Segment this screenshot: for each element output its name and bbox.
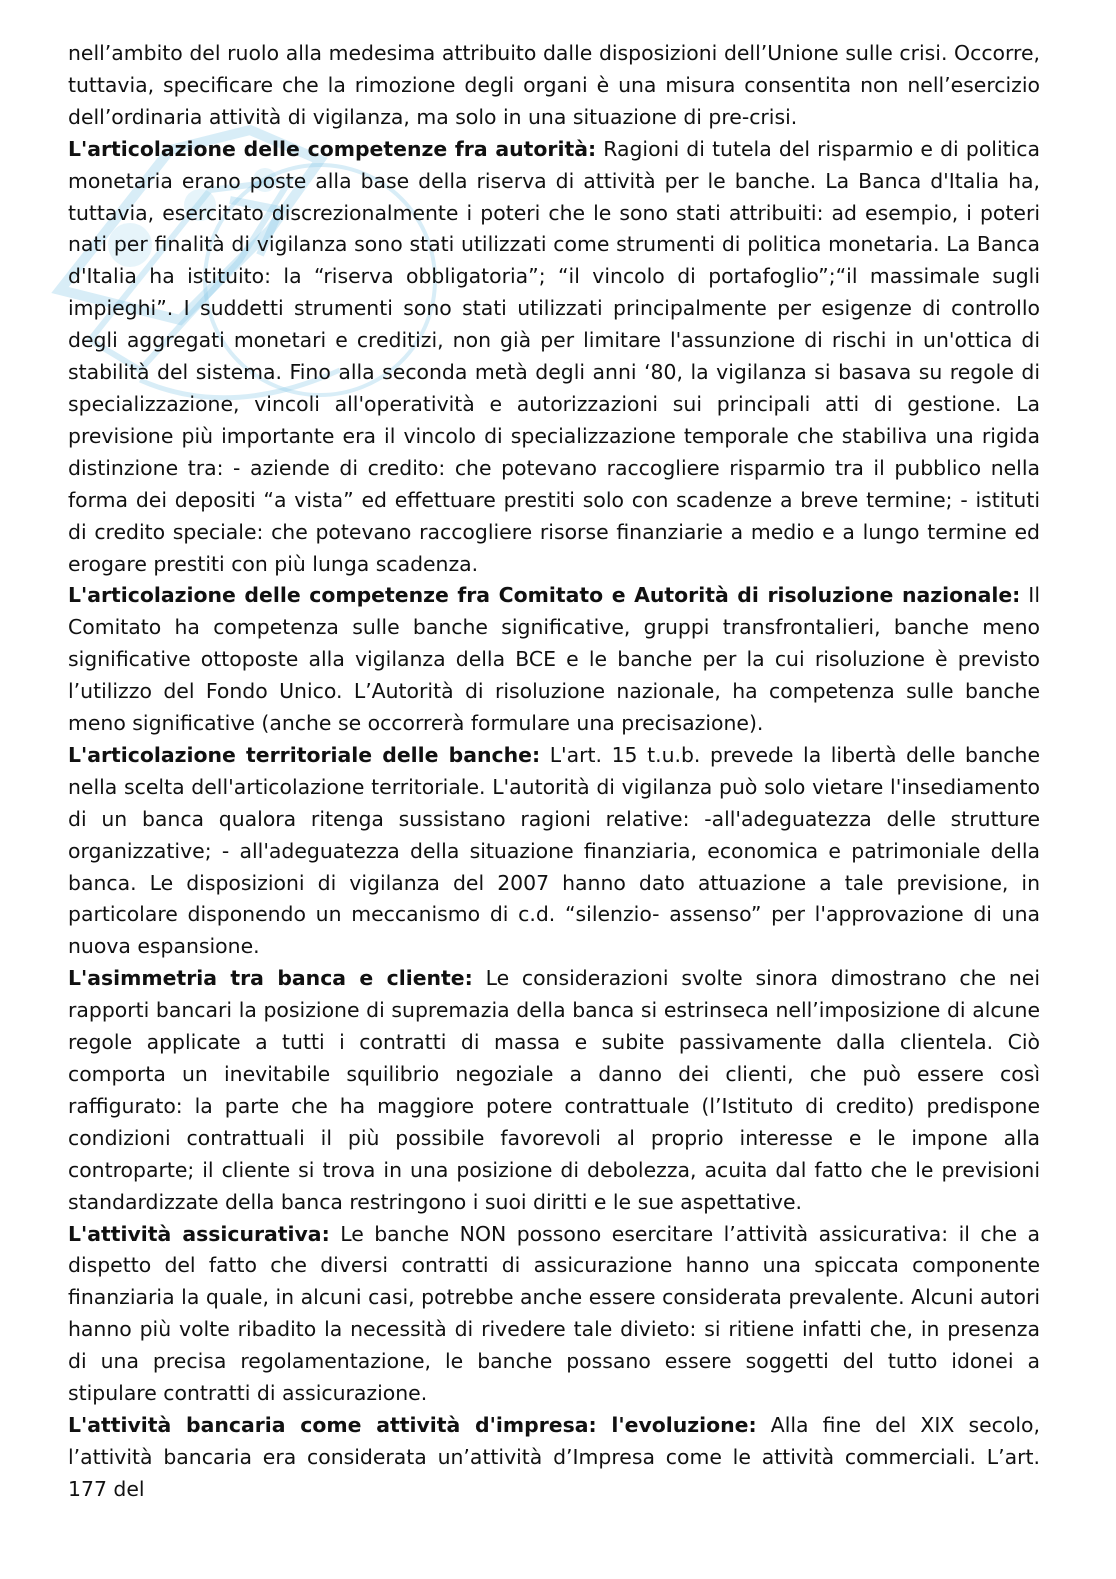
paragraph-heading: L'articolazione delle competenze fra Comitato e Autorità di risoluzione nazionale: [68, 583, 1021, 608]
paragraph-body: Il Comitato ha competenza sulle banche significative, gruppi transfrontalieri, banche meno significative ottoposte alla vigilanza della BCE e le banche per la cui risoluzione è previsto l’utilizzo del Fondo Unico. L’Autorità di risoluzione nazionale, ha competenza sulle banche meno significative (anche se occorrerà formulare una precisazione). [68, 583, 1040, 736]
paragraph-body: nell’ambito del ruolo alla medesima attribuito dalle disposizioni dell’Unione sulle crisi. Occorre, tuttavia, specificare che la rimozione degli organi è una misura consentita non nell’esercizio dell’ordinaria attività di vigilanza, ma solo in una situazione di pre-crisi. [68, 41, 1040, 129]
paragraph-articolazione-territoriale [68, 740, 1040, 963]
paragraph-articolazione-comitato [68, 580, 1040, 740]
paragraph-asimmetria [68, 963, 1040, 1218]
paragraph-body: Le banche NON possono esercitare l’attività assicurativa: il che a dispetto del fatto che diversi contratti di assicurazione hanno una spiccata componente finanziaria la quale, in alcuni casi, potrebbe anche essere considerata prevalente. Alcuni autori hanno più volte ribadito la necessità di rivedere tale divieto: si ritiene infatti che, in presenza di una precisa regolamentazione, le banche possano essere soggetti del tutto idonei a stipulare contratti di assicurazione. [68, 1221, 1040, 1406]
paragraph-heading: L'articolazione delle competenze fra autorità: [68, 136, 597, 161]
paragraph-body: L'art. 15 t.u.b. prevede la libertà delle banche nella scelta dell'articolazione territoriale. L'autorità di vigilanza può solo vietare l'insediamento di un banca qualora ritenga sussistano ragioni relative: -all'adeguatezza delle strutture organizzative; - all'adeguatezza della situazione finanziaria, economica e patrimoniale della banca. Le disposizioni di vigilanza del 2007 hanno dato attuazione a tale previsione, in particolare disponendo un meccanismo di c.d. “silenzio- assenso” per l'approvazione di una nuova espansione. [68, 742, 1040, 959]
paragraph-articolazione-autorita [68, 134, 1040, 581]
document-page [68, 38, 1040, 1506]
paragraph-intro-continuation [68, 38, 1040, 134]
paragraph-body: Ragioni di tutela del risparmio e di politica monetaria erano poste alla base della riserva di attività per le banche. La Banca d'Italia ha, tuttavia, esercitato discrezionalmente i poteri che le sono stati attribuiti: ad esempio, i poteri nati per finalità di vigilanza sono stati utilizzati come strumenti di politica monetaria. La Banca d'Italia ha istituito: la “riserva obbligatoria”; “il vincolo di portafoglio”;“il massimale sugli impieghi”. I suddetti strumenti sono stati utilizzati principalmente per esigenze di controllo degli aggregati monetari e creditizi, non già per limitare l'assunzione di rischi in un'ottica di stabilità del sistema. Fino alla seconda metà degli anni ‘80, la vigilanza si basava su regole di specializzazione, vincoli all'operatività e autorizzazioni sui principali atti di gestione. La previsione più importante era il vincolo di specializzazione temporale che stabiliva una rigida distinzione tra: - aziende di credito: che potevano raccogliere risparmio tra il pubblico nella forma dei depositi “a vista” ed effettuare prestiti solo con scadenze a breve termine; - istituti di credito speciale: che potevano raccogliere risorse finanziarie a medio e a lungo termine ed erogare prestiti con più lunga scadenza. [68, 136, 1040, 576]
paragraph-heading: L'attività assicurativa: [68, 1221, 330, 1246]
paragraph-heading: L'asimmetria tra banca e cliente: [68, 966, 473, 991]
paragraph-body: Le considerazioni svolte sinora dimostrano che nei rapporti bancari la posizione di supremazia della banca si estrinseca nell’imposizione di alcune regole applicate a tutti i contratti di massa e subite passivamente dalla clientela. Ciò comporta un inevitabile squilibrio negoziale a danno dei clienti, che può essere così raffigurato: la parte che ha maggiore potere contrattuale (l’Istituto di credito) predispone condizioni contrattuali il più possibile favorevoli al proprio interesse e le impone alla controparte; il cliente si trova in una posizione di debolezza, acuita dal fatto che le previsioni standardizzate della banca restringono i suoi diritti e le sue aspettative. [68, 966, 1040, 1214]
paragraph-body: Alla fine del XIX secolo, l’attività bancaria era considerata un’attività d’Impresa come le attività commerciali. L’art. 177 del [68, 1412, 1040, 1501]
paragraph-heading: L'attività bancaria come attività d'impresa: l'evoluzione: [68, 1412, 757, 1437]
paragraph-heading: L'articolazione territoriale delle banche: [68, 742, 541, 767]
paragraph-attivita-assicurativa [68, 1219, 1040, 1410]
paragraph-attivita-impresa [68, 1410, 1040, 1506]
